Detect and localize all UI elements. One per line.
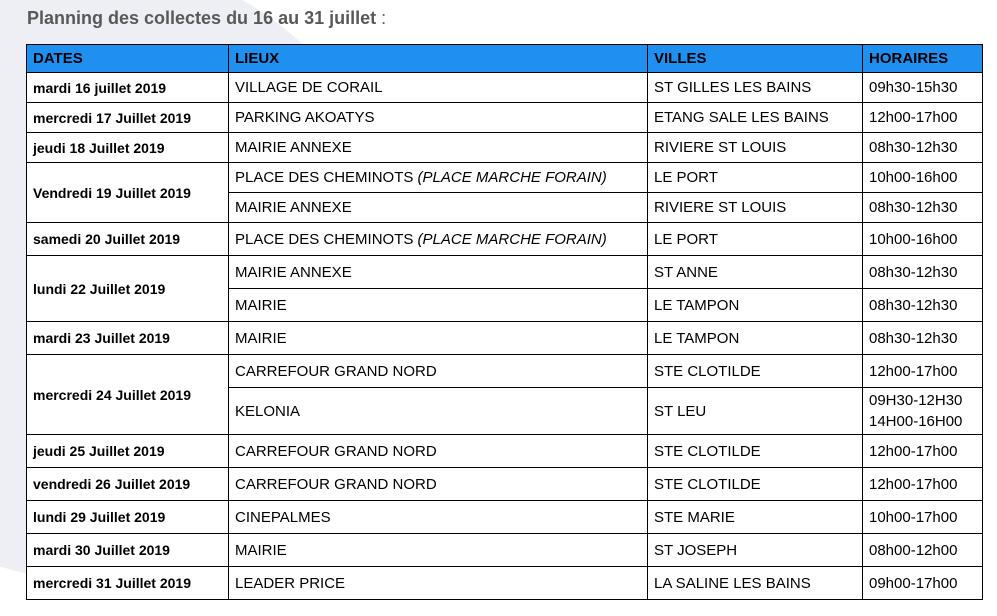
lieu-cell: CARREFOUR GRAND NORD: [229, 355, 648, 388]
ville-cell: ETANG SALE LES BAINS: [648, 103, 863, 133]
header-villes: VILLES: [648, 45, 863, 73]
lieu-cell: LEADER PRICE: [229, 567, 648, 600]
ville-cell: LE TAMPON: [648, 322, 863, 355]
horaire-line-2: 14H00-16H00: [869, 413, 963, 430]
page-title: Planning des collectes du 16 au 31 juillet :: [27, 8, 387, 28]
horaire-cell: 08h30-12h30: [863, 133, 983, 163]
horaire-cell: 12h00-17h00: [863, 355, 983, 388]
date-cell: samedi 20 Juillet 2019: [27, 223, 229, 256]
horaire-cell: 08h30-12h30: [863, 193, 983, 223]
lieu-cell: MAIRIE: [229, 322, 648, 355]
date-cell: mercredi 24 Juillet 2019: [27, 355, 229, 435]
ville-cell: STE CLOTILDE: [648, 468, 863, 501]
date-cell: lundi 29 Juillet 2019: [27, 501, 229, 534]
horaire-cell: 10h00-16h00: [863, 163, 983, 193]
ville-cell: STE MARIE: [648, 501, 863, 534]
lieu-cell: VILLAGE DE CORAIL: [229, 73, 648, 103]
lieu-cell: [229, 163, 648, 193]
lieu-cell: CARREFOUR GRAND NORD: [229, 435, 648, 468]
horaire-cell: 09h30-15h30: [863, 73, 983, 103]
horaire-cell: 12h00-17h00: [863, 435, 983, 468]
header-dates: DATES: [27, 45, 229, 73]
date-cell: mercredi 17 Juillet 2019: [27, 103, 229, 133]
header-lieux: LIEUX: [229, 45, 648, 73]
lieu-cell: CARREFOUR GRAND NORD: [229, 468, 648, 501]
ville-cell: LA SALINE LES BAINS: [648, 567, 863, 600]
date-cell: jeudi 18 Juillet 2019: [27, 133, 229, 163]
ville-cell: ST JOSEPH: [648, 534, 863, 567]
horaire-cell: 09h00-17h00: [863, 567, 983, 600]
horaire-cell: 12h00-17h00: [863, 103, 983, 133]
lieu-cell: PARKING AKOATYS: [229, 103, 648, 133]
date-cell: lundi 22 Juillet 2019: [27, 256, 229, 322]
horaire-cell: 08h30-12h30: [863, 256, 983, 289]
ville-cell: RIVIERE ST LOUIS: [648, 133, 863, 163]
table-row: [27, 103, 983, 133]
date-cell: jeudi 25 Juillet 2019: [27, 435, 229, 468]
date-cell: vendredi 26 Juillet 2019: [27, 468, 229, 501]
lieu-name: PLACE DES CHEMINOTS: [235, 169, 414, 186]
table-row: [27, 256, 983, 289]
lieu-cell: MAIRIE ANNEXE: [229, 193, 648, 223]
table-header-row: [27, 45, 983, 73]
lieu-note: (PLACE MARCHE FORAIN): [417, 230, 607, 248]
date-cell: mardi 16 juillet 2019: [27, 73, 229, 103]
horaire-cell: 12h00-17h00: [863, 468, 983, 501]
date-cell: Vendredi 19 Juillet 2019: [27, 163, 229, 223]
horaire-cell: 10h00-16h00: [863, 223, 983, 256]
date-cell: mardi 23 Juillet 2019: [27, 322, 229, 355]
ville-cell: LE PORT: [648, 223, 863, 256]
table-row: [27, 534, 983, 567]
ville-cell: ST ANNE: [648, 256, 863, 289]
table-row: [27, 223, 983, 256]
horaire-cell: 08h30-12h30: [863, 322, 983, 355]
ville-cell: ST GILLES LES BAINS: [648, 73, 863, 103]
ville-cell: STE CLOTILDE: [648, 435, 863, 468]
horaire-cell: 10h00-17h00: [863, 501, 983, 534]
collection-schedule-table: [26, 44, 983, 600]
ville-cell: LE PORT: [648, 163, 863, 193]
lieu-name: PLACE DES CHEMINOTS: [235, 230, 414, 248]
lieu-cell: CINEPALMES: [229, 501, 648, 534]
lieu-cell: MAIRIE: [229, 289, 648, 322]
lieu-cell: MAIRIE ANNEXE: [229, 256, 648, 289]
date-cell: mardi 30 Juillet 2019: [27, 534, 229, 567]
horaire-line-1: 09H30-12H30: [869, 392, 963, 409]
horaire-cell: 08h30-12h30: [863, 289, 983, 322]
table-row: [27, 133, 983, 163]
horaire-cell: [863, 388, 983, 435]
ville-cell: LE TAMPON: [648, 289, 863, 322]
ville-cell: STE CLOTILDE: [648, 355, 863, 388]
table-row: [27, 468, 983, 501]
table-row: [27, 73, 983, 103]
table-row: [27, 435, 983, 468]
lieu-cell: MAIRIE ANNEXE: [229, 133, 648, 163]
table-row: [27, 322, 983, 355]
header-horaires: HORAIRES: [863, 45, 983, 73]
table-row: [27, 567, 983, 600]
lieu-note: (PLACE MARCHE FORAIN): [417, 169, 607, 186]
date-cell: mercredi 31 Juillet 2019: [27, 567, 229, 600]
ville-cell: RIVIERE ST LOUIS: [648, 193, 863, 223]
lieu-cell: KELONIA: [229, 388, 648, 435]
table-row: [27, 163, 983, 193]
lieu-cell: [229, 223, 648, 256]
horaire-cell: 08h00-12h00: [863, 534, 983, 567]
table-row: [27, 355, 983, 388]
ville-cell: ST LEU: [648, 388, 863, 435]
table-row: [27, 501, 983, 534]
lieu-cell: MAIRIE: [229, 534, 648, 567]
